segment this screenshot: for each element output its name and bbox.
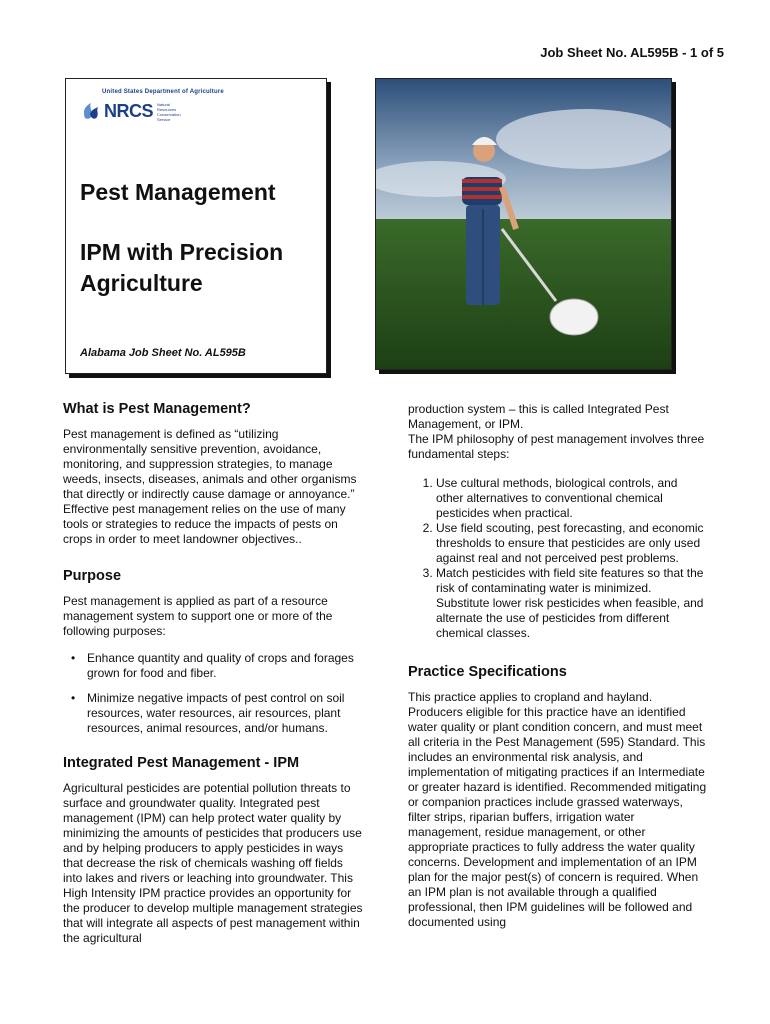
- ipm-heading: Integrated Pest Management - IPM: [63, 755, 300, 771]
- cover-title: Pest Management: [80, 179, 276, 205]
- purpose-list: [63, 651, 363, 736]
- ipm-steps-list: [408, 476, 708, 641]
- cover-subtitle: IPM with Precision Agriculture: [80, 239, 284, 296]
- ipm-body: Agricultural pesticides are potential pollution threats to surface and groundwater quality. Integrated pest management (IPM) can help protect water quality by minimizing the amounts of pesticides that producers use and by helping producers to apply pesticides in ways that decrease the risk of chemicals washing off fields into lakes and rivers or leaching into groundwater. This High Intensity IPM practice provides an opportunity for the producer to develop multiple management strategies that will integrate all aspects of pest management within the agricultural: [63, 781, 363, 945]
- specs-body: This practice applies to cropland and hayland. Producers eligible for this practice have an identified water quality or plant condition concern, and must meet all criteria in the Pest Management (595) Standard. This includes an environmental risk analysis, and implementation of mitigating practices if an Intermediate or greater hazard is identified. Recommended mitigating or companion practices include grassed waterways, filter strips, riparian buffers, irrigation water management, residue management, or other appropriate practices to fully address the water quality concerns. Development and implementation of an IPM plan for the major pest(s) of concern is required. When an IPM plan is not available through a qualified professional, then IPM guidelines will be followed and documented using: [408, 690, 707, 929]
- page-header: Job Sheet No. AL595B - 1 of 5: [540, 45, 724, 60]
- list-item: • Minimize negative impacts of pest control on soil resources, water resources, air resources, plant resources, animal resources, and/or humans.: [71, 691, 363, 736]
- cover-box: [65, 78, 327, 374]
- logo-subtext: Natural Resources Conservation Service: [157, 101, 181, 122]
- cover-jobsheet-label: Alabama Job Sheet No. AL595B: [80, 347, 246, 359]
- right-column: [408, 402, 708, 930]
- nrcs-logo: [80, 101, 189, 122]
- list-item: 1. Use cultural methods, biological controls, and other alternatives to conventional chemical pesticides when practical.: [436, 476, 708, 521]
- specs-heading: Practice Specifications: [408, 664, 567, 680]
- list-item: • Enhance quantity and quality of crops and forages grown for food and fiber.: [71, 651, 363, 681]
- list-item: 3. Match pesticides with field site features so that the risk of contaminating water is minimized. Substitute lower risk pesticides when feasible, and alternate the use of pesticides from different chemical classes.: [436, 566, 708, 641]
- left-column: [63, 402, 363, 946]
- usda-agency-line: United States Department of Agriculture: [102, 89, 224, 95]
- farmer-field-photo: [375, 78, 672, 370]
- philosophy-text: The IPM philosophy of pest management involves three fundamental steps:: [408, 432, 705, 461]
- logo-text: NRCS: [104, 101, 154, 121]
- what-is-body: Pest management is defined as “utilizing environmentally sensitive prevention, avoidance, monitoring, and suppression strategies, to manage weeds, insects, diseases, animals and other organisms that directly or indirectly cause damage or annoyance.” Effective pest management relies on the use of many tools or strategies to reduce the impacts of pests on crops in order to meet landowner objectives..: [63, 427, 357, 546]
- list-item: 2. Use field scouting, pest forecasting, and economic thresholds to ensure that pesticides are only used against real and not perceived pest problems.: [436, 521, 708, 566]
- what-is-heading: What is Pest Management?: [63, 401, 251, 417]
- purpose-heading: Purpose: [63, 568, 122, 584]
- purpose-body: Pest management is applied as part of a resource management system to support one or more of the following purposes:: [63, 594, 333, 638]
- water-drop-icon: [80, 102, 102, 122]
- continuation-text: production system – this is called Integrated Pest Management, or IPM.: [408, 402, 669, 431]
